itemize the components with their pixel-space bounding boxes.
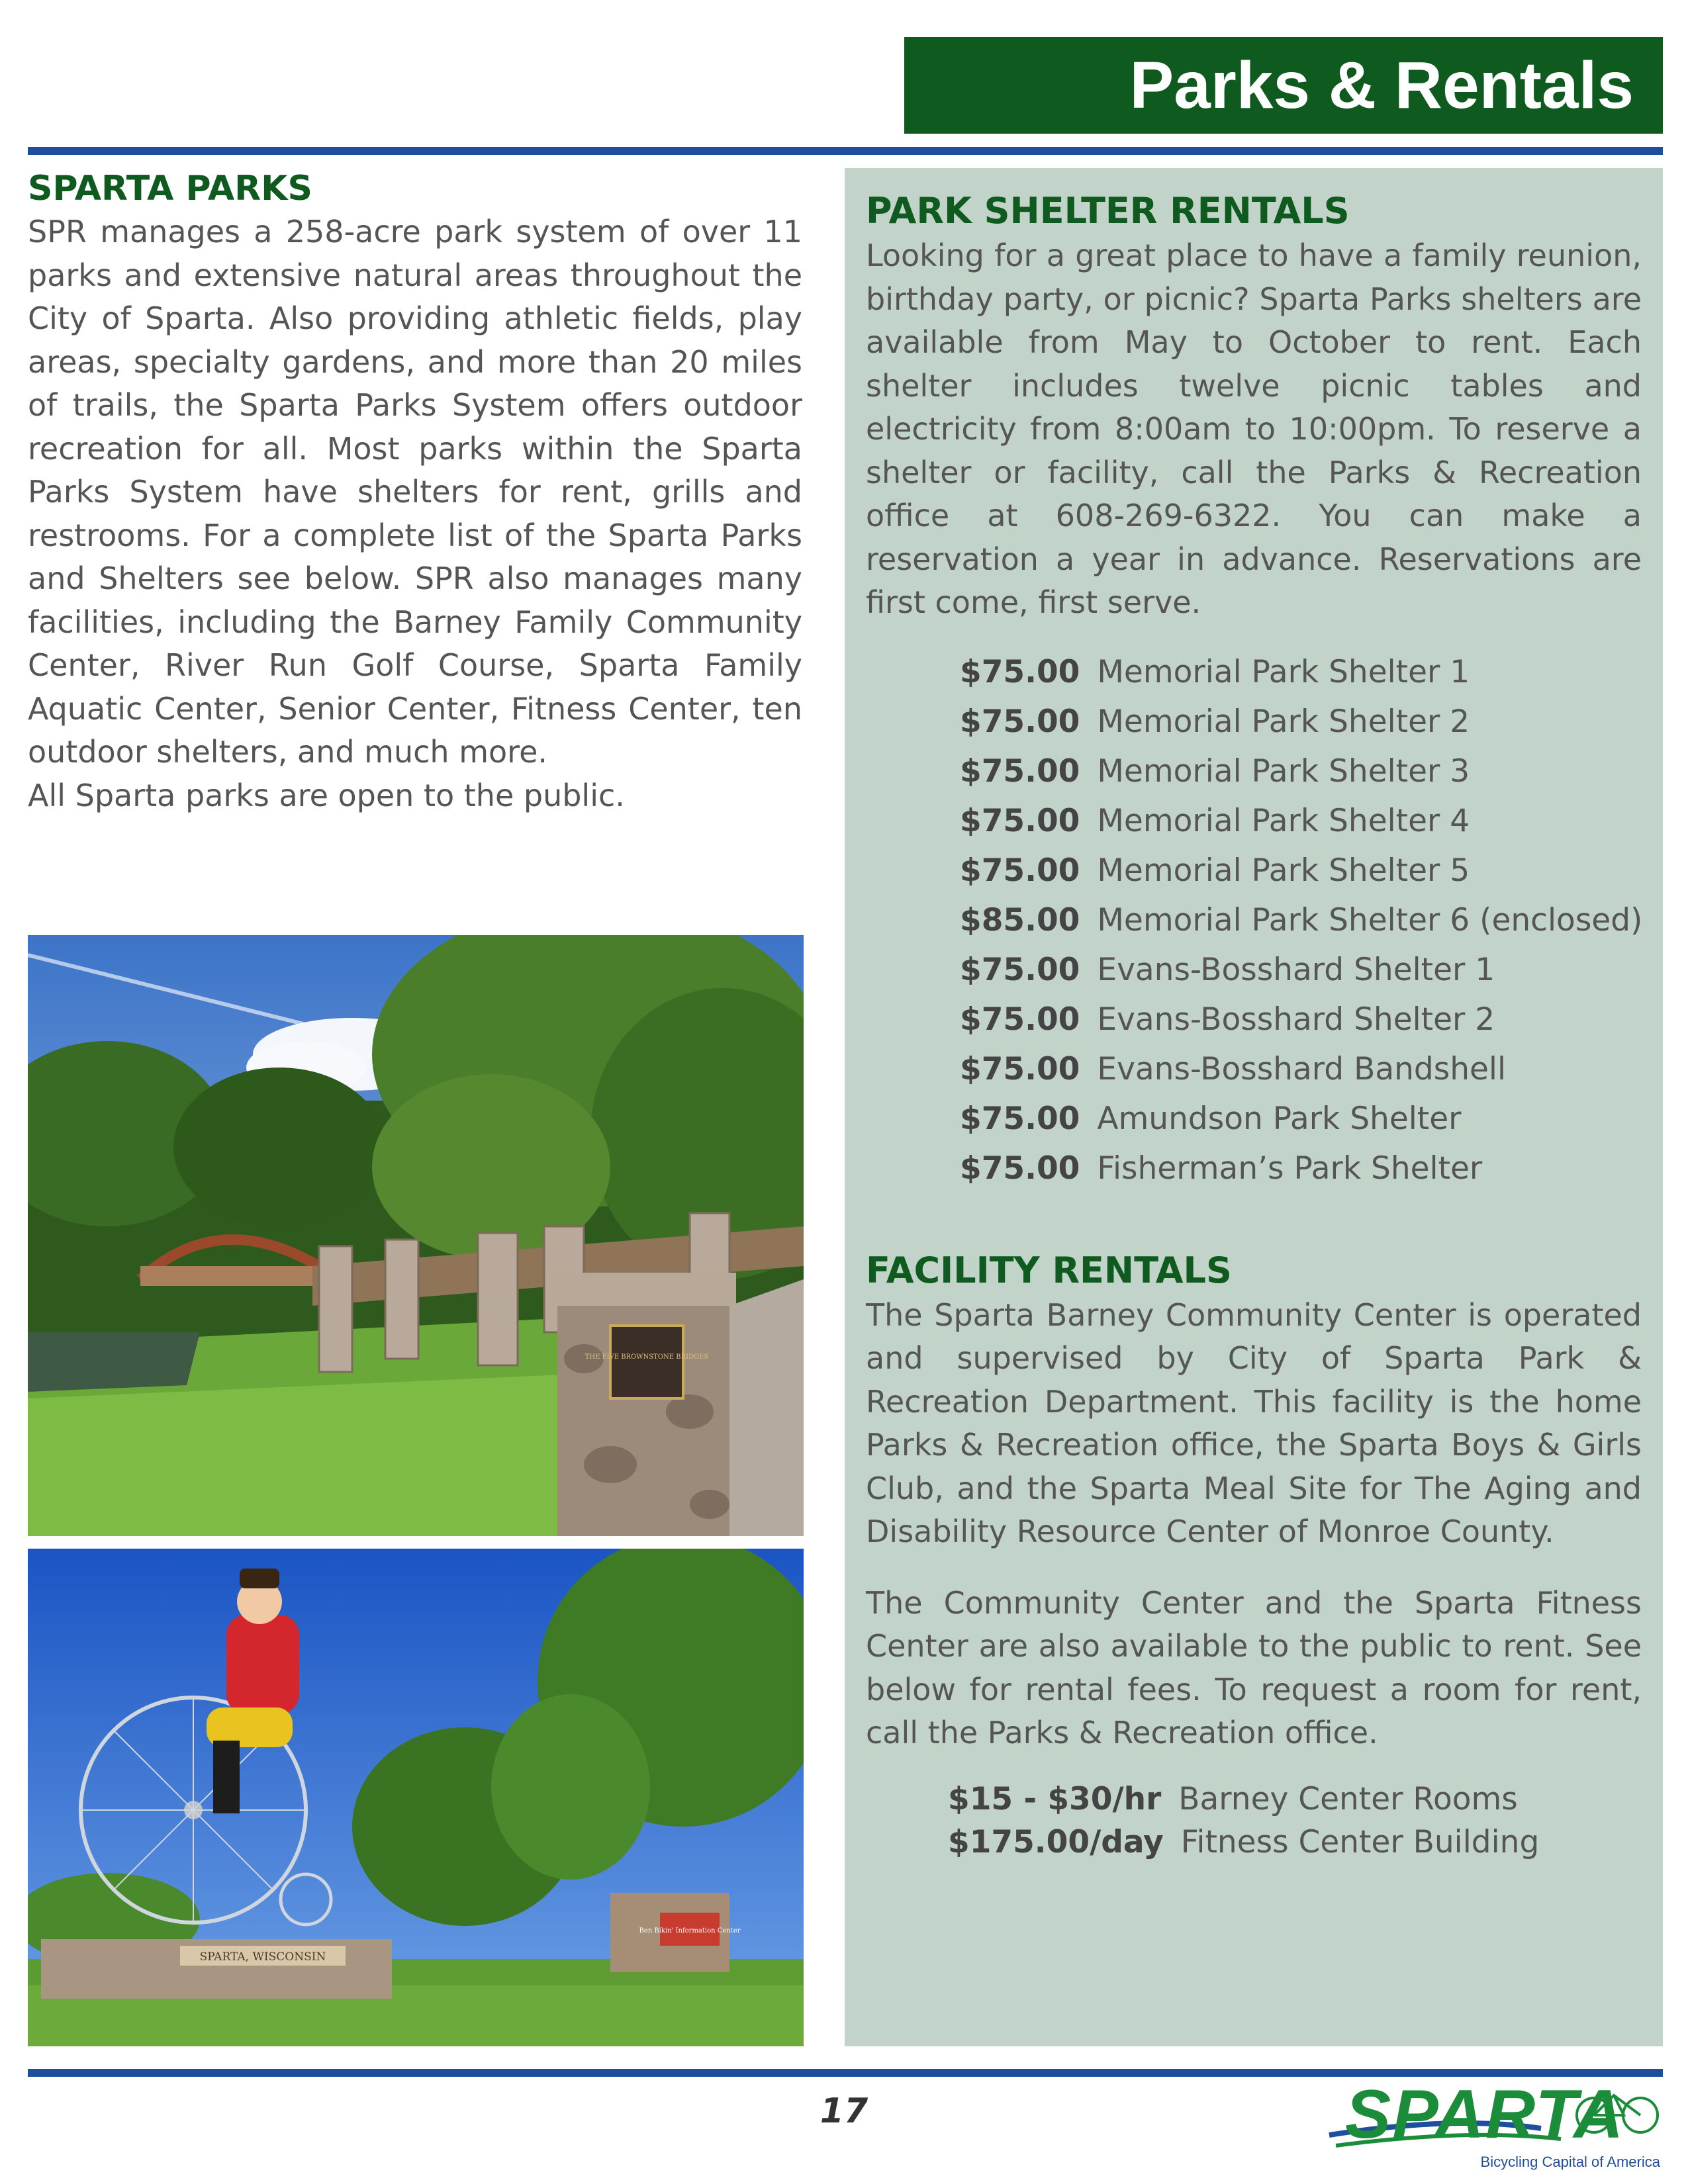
facility-price-list [866,1778,1642,1864]
shelter-name: Evans-Bosshard Bandshell [1097,1050,1507,1087]
bridge-photo [28,935,804,1536]
shelter-name: Amundson Park Shelter [1097,1100,1462,1137]
shelter-price: $75.00 [960,852,1080,889]
shelter-price: $85.00 [960,901,1080,938]
shelter-name: Memorial Park Shelter 2 [1097,703,1470,740]
list-item [866,747,1642,796]
info-center-sign: Ben Bikin' Information Center [639,1927,741,1934]
shelter-price: $75.00 [960,1100,1080,1137]
facility-rentals-heading: FACILITY RENTALS [866,1249,1232,1291]
shelter-price: $75.00 [960,653,1080,690]
shelter-name: Memorial Park Shelter 1 [1097,653,1470,690]
shelter-name: Memorial Park Shelter 3 [1097,752,1470,790]
shelter-name: Evans-Bosshard Shelter 1 [1097,951,1495,988]
facility-rentals-para1: The Sparta Barney Community Center is operated and supervised by City of Sparta Park & Recreation Department. This facility is the home Parks & Recreation office, the Sparta Boys & Girls Club, and the Sparta Meal Site for The Aging and Disability Resource Center of Monroe County. [866,1297,1642,1549]
list-item [866,895,1642,945]
list-item [866,945,1642,995]
list-item [866,1144,1642,1193]
sparta-parks-heading: SPARTA PARKS [28,169,312,208]
page-title: Parks & Rentals [904,37,1663,134]
list-item [866,846,1642,895]
shelter-name: Memorial Park Shelter 6 (enclosed) [1097,901,1643,938]
shelter-rentals-heading: PARK SHELTER RENTALS [866,190,1350,232]
shelter-price: $75.00 [960,1001,1080,1038]
shelter-price: $75.00 [960,1150,1080,1187]
shelter-name: Memorial Park Shelter 4 [1097,802,1470,839]
shelter-price-list [866,647,1642,1193]
statue-photo [28,1549,804,2046]
facility-name: Fitness Center Building [1180,1823,1540,1860]
bridge-plaque-text: THE FIVE BROWNSTONE BRIDGES [585,1353,709,1361]
list-item [866,1821,1642,1864]
shelter-price: $75.00 [960,951,1080,988]
list-item [866,796,1642,846]
logo-word: SPARTA [1345,2076,1625,2153]
shelter-price: $75.00 [960,752,1080,790]
shelter-price: $75.00 [960,703,1080,740]
sparta-parks-section [28,167,802,817]
shelter-rentals-body: Looking for a great place to have a family reunion, birthday party, or picnic? Sparta Parks shelters are available from May to October to rent. Each shelter includes twelve picnic tables and electricity from 8:00am to 10:00pm. To reserve a shelter or facility, call the Parks & Recreation office at 608-269-6322. You can make a reservation a year in advance. Reservations are first come, first serve. [866,238,1642,620]
logo-tagline: Bicycling Capital of America [1480,2154,1660,2170]
sparta-parks-body: SPR manages a 258-acre park system of over 11 parks and extensive natural areas throughout the City of Sparta. Also providing athletic fields, play areas, specialty gardens, and more than 20 miles of trails, the Sparta Parks System offers outdoor recreation for all. Most parks within the Sparta Parks System have shelters for rent, grills and restrooms. For a complete list of the Sparta Parks and Shelters see below. SPR also manages many facilities, including the Barney Family Community Center, River Run Golf Course, Sparta Family Aquatic Center, Senior Center, Fitness Center, ten outdoor shelters, and much more. [28,214,802,770]
shelter-name: Fisherman’s Park Shelter [1097,1150,1483,1187]
sparta-logo [1323,2075,1664,2175]
shelter-name: Memorial Park Shelter 5 [1097,852,1470,889]
facility-price: $15 - $30/hr [948,1780,1162,1817]
rentals-panel [845,168,1663,2046]
statue-photo-graphic [28,1549,804,2046]
facility-rentals-para2: The Community Center and the Sparta Fitness Center are also available to the public to rent. See below for rental fees. To request a room for rent, call the Parks & Recreation office. [866,1584,1642,1751]
bridge-photo-graphic [28,935,804,1536]
list-item [866,995,1642,1044]
list-item [866,647,1642,697]
list-item [866,1778,1642,1821]
shelter-price: $75.00 [960,802,1080,839]
shelter-name: Evans-Bosshard Shelter 2 [1097,1001,1495,1038]
list-item [866,697,1642,747]
public-note: All Sparta parks are open to the public. [28,777,625,813]
top-divider [28,147,1663,155]
facility-price: $175.00/day [948,1823,1164,1860]
statue-base-sign: SPARTA, WISCONSIN [199,1950,326,1964]
page-number: 17 [820,2091,868,2131]
list-item [866,1094,1642,1144]
facility-name: Barney Center Rooms [1178,1780,1518,1817]
shelter-price: $75.00 [960,1050,1080,1087]
list-item [866,1044,1642,1094]
